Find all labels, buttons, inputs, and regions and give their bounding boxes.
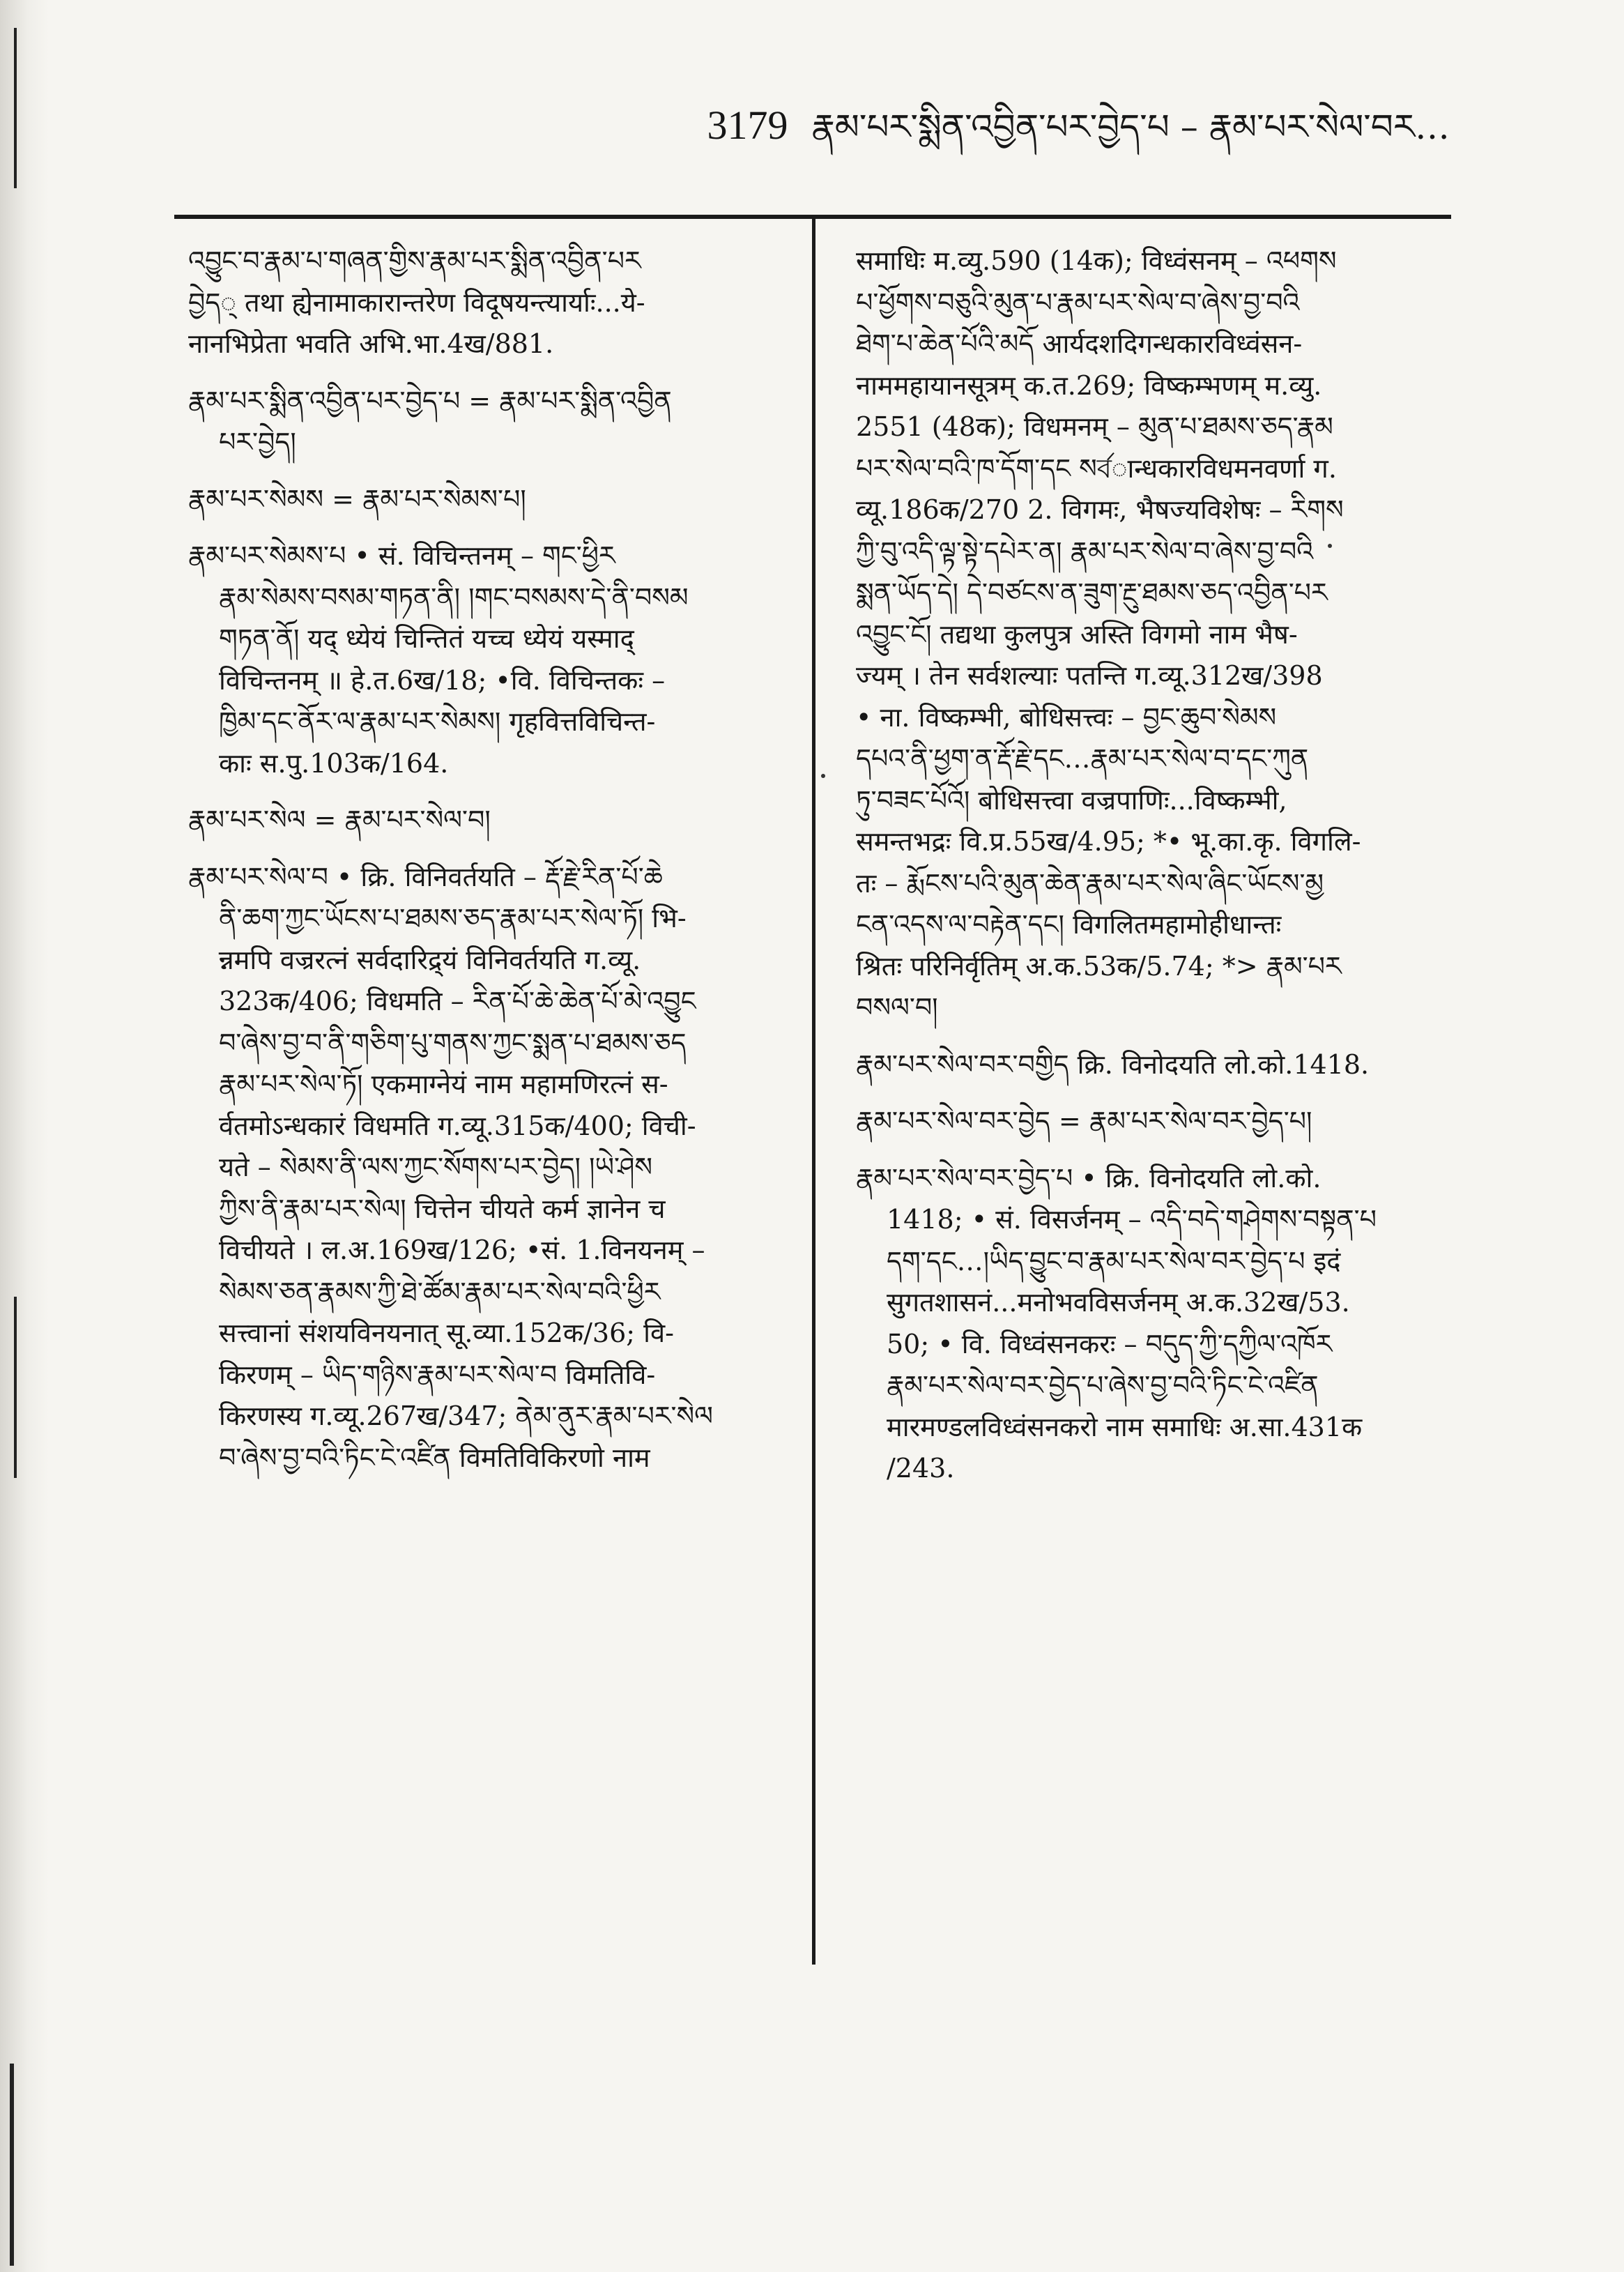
binding-edge bbox=[0, 0, 49, 2272]
entry-line: श्रितः परिनिर्वृतिम् अ.क.53क/5.74; *> རྣམ་པར bbox=[856, 950, 1342, 982]
entry-line: न्नमपि वज्ररत्नं सर्वदारिद्र्यं विनिवर्तयति ग.व्यू. bbox=[219, 944, 641, 975]
dictionary-entry bbox=[188, 535, 781, 784]
running-head: རྣམ་པར་སྨིན་འབྱིན་པར་བྱེད་པ – རྣམ་པར་སེལ་བར… bbox=[811, 107, 1450, 147]
dictionary-entry bbox=[856, 1101, 1448, 1143]
dictionary-entry bbox=[856, 1158, 1448, 1490]
entry-line: སེམས་ཅན་རྣམས་ཀྱི་ཐེ་ཚོམ་རྣམ་པར་སེལ་བའི་ཕྱིར bbox=[219, 1276, 661, 1307]
entry-line: • ना. विष्कम्भी, बोधिसत्त्वः – བྱང་ཆུབ་སེམས bbox=[856, 701, 1277, 733]
entry-line: समन्तभद्रः वि.प्र.55ख/4.95; *• भू.का.कृ. विगलि- bbox=[856, 826, 1361, 857]
entry-line: པར་སེལ་བའི་ཁ་དོག་དང སর্বान्धकारविधमनवर्णा ग. bbox=[856, 452, 1337, 484]
entry-line: ཏུ་བཟང་པོའོ། बोधिसत्त्वा वज्रपाणिः...विष्कम्भी, bbox=[856, 784, 1287, 816]
entry-line: व्यू.186क/270 2. विगमः, भैषज्यविशेषः – རིགས bbox=[856, 494, 1344, 525]
entry-headword: རྣམ་པར་སེལ་བར་བགྱིད क्रि. विनोदयति लो.को.1418. bbox=[856, 1049, 1370, 1080]
entry-line: विचीयते । ल.अ.169ख/126; •सं. 1.विनयनम् – bbox=[219, 1235, 705, 1265]
entry-line: པར་བྱེད། bbox=[219, 427, 296, 457]
entry-line: འབྱུང་ངོ། तद्यथा कुलपुत्र अस्ति विगमो नाम भैष- bbox=[856, 618, 1298, 650]
binding-mark-top bbox=[14, 28, 17, 188]
entry-line: བ་ཞེས་བྱ་བའི་ཏིང་ངེ་འཛིན विमतिविकिरणो नाम bbox=[219, 1442, 650, 1473]
entry-line: བ་ཞེས་བྱ་བ་ནི་གཅིག་པུ་གནས་ཀྱང་སྨན་པ་ཐམས་ཅད bbox=[219, 1027, 687, 1058]
entry-line: र्वतमोऽन्धकारं विधमति ग.व्यू.315क/400; विची- bbox=[219, 1110, 696, 1141]
entry-continuation bbox=[188, 241, 781, 365]
entry-line: ངན་འདས་ལ་བརྟེན་དང། विगलितमहामोहीधान्तः bbox=[856, 909, 1282, 940]
binding-mark-mid bbox=[14, 1297, 17, 1478]
entry-line: ཀྱི་བུ་འདི་ལྟ་སྟེ་དཔེར་ན། རྣམ་པར་སེལ་བ་ཞེས་བྱ་བའི bbox=[856, 535, 1314, 567]
entry-line: किरणस्य ग.व्यू.267ख/347; ནེམ་ནུར་རྣམ་པར་སེལ bbox=[219, 1401, 713, 1431]
entry-line: 50; • वि. विध्वंसनकरः – བདུད་ཀྱི་དཀྱིལ་འཁོར bbox=[887, 1328, 1333, 1359]
entry-line: किरणम् – ཡིད་གཉིས་རྣམ་པར་སེལ་བ विमतिवि- bbox=[219, 1359, 656, 1390]
entry-line: རྣམ་པར་སེལ་བར་བྱེད་པ་ཞེས་བྱ་བའི་ཏིང་ངེ་འཛིན bbox=[887, 1370, 1319, 1401]
entry-line: པ་ཕྱོགས་བཅུའི་མུན་པ་རྣམ་པར་སེལ་བ་ཞེས་བྱ་བའི bbox=[856, 287, 1300, 318]
entry-line: मारमण्डलविध्वंसनकरो नाम समाधिः अ.सा.431क bbox=[887, 1411, 1363, 1442]
entry-headword: རྣམ་པར་སྨིན་འབྱིན་པར་བྱེད་པ = རྣམ་པར་སྨིན་འབྱིན bbox=[188, 385, 672, 416]
dictionary-entry bbox=[856, 1044, 1448, 1086]
binding-mark-bottom bbox=[10, 2064, 14, 2266]
page-number: 3179 bbox=[707, 102, 788, 148]
column-divider bbox=[812, 215, 815, 1965]
entry-line: འབྱུང་བ་རྣམ་པ་གཞན་གྱིས་རྣམ་པར་སྨིན་འབྱིན་པར bbox=[188, 245, 641, 276]
scan-speck bbox=[821, 774, 825, 778]
entry-line: /243. bbox=[887, 1453, 955, 1484]
entry-headword: རྣམ་པར་སེལ་བར་བྱེད་པ • क्रि. विनोदयति लो.को. bbox=[856, 1162, 1322, 1194]
entry-line: དག་དང…།ཡིད་བྱུང་བ་རྣམ་པར་སེལ་བར་བྱེད་པ इदं bbox=[887, 1245, 1341, 1276]
entry-line: सुगतशासनं...मनोभवविसर्जनम् अ.क.32ख/53. bbox=[887, 1287, 1350, 1318]
entry-line: དཔའ་ནི་ཕྱག་ན་རྡོ་རྗེ་དང…རྣམ་པར་སེལ་བ་དང་ཀུན bbox=[856, 743, 1309, 774]
dictionary-entry bbox=[188, 479, 781, 521]
entry-line: 1418; • सं. विसर्जनम् – འདི་བདེ་གཤེགས་བསྟན་པ bbox=[887, 1204, 1377, 1235]
entry-headword: རྣམ་པར་སེལ་བ • क्रि. विनिवर्तयति – རྡོ་རྗེ་རིན་པོ་ཆེ bbox=[188, 861, 663, 892]
entry-line: विचिन्तनम् ॥ हे.त.6ख/18; •वि. विचिन्तकः – bbox=[219, 664, 666, 696]
entry-headword: རྣམ་པར་སེམས = རྣམ་པར་སེམས་པ། bbox=[188, 483, 526, 514]
entry-line: तः – རྨོངས་པའི་མུན་ཆེན་རྣམ་པར་སེལ་ཞིང་ཡོངས་མྱ bbox=[856, 867, 1324, 899]
entry-line: यते – སེམས་ནི་ལས་ཀྱང་སོགས་པར་བྱེད། །ཡེ་ཤེས bbox=[219, 1152, 653, 1182]
entry-line: བསལ་བ། bbox=[856, 992, 938, 1023]
right-column bbox=[856, 241, 1448, 1505]
dictionary-entry bbox=[188, 857, 781, 1479]
entry-line: གཏན་ནོ། यद् ध्येयं चिन्तितं यच्च ध्येयं यस्माद् bbox=[219, 623, 634, 654]
entry-line: བྱེད् तथा ह्येनामाकारान्तरेण विदूषयन्त्यार्याः...ये- bbox=[188, 287, 645, 318]
entry-line: काः स.पु.103क/164. bbox=[219, 747, 449, 779]
entry-line: 323क/406; विधमति – རིན་པོ་ཆེ་ཆེན་པོ་མེ་འབྱུང bbox=[219, 986, 696, 1016]
dictionary-entry bbox=[188, 381, 781, 464]
entry-line: སྨན་ཡོད་དེ། དེ་བཙངས་ན་ཟུག་རྔུ་ཐམས་ཅད་འབྱིན་པར bbox=[856, 577, 1328, 608]
entry-line: सत्त्वानां संशयविनयनात् सू.व्या.152क/36; वि- bbox=[219, 1318, 674, 1348]
entry-headword: རྣམ་པར་སེལ་བར་བྱེད = རྣམ་པར་སེལ་བར་བྱེད་པ། bbox=[856, 1106, 1312, 1136]
dictionary-entry bbox=[188, 800, 781, 841]
entry-line: ཀྱིས་ནི་རྣམ་པར་སེལ། चित्तेन चीयते कर्म ज्ञानेन च bbox=[219, 1193, 666, 1224]
entry-line: ཐེག་པ་ཆེན་པོའི་མདོ आर्यदशदिगन्धकारविध्वंसन- bbox=[856, 328, 1303, 359]
entry-continuation bbox=[856, 241, 1448, 1029]
entry-line: ནི་ཆག་ཀྱང་ཡོངས་པ་ཐམས་ཅད་རྣམ་པར་སེལ་ཏོ། भि- bbox=[219, 903, 687, 933]
left-column bbox=[188, 241, 781, 1494]
entry-line: ཁྱིམ་དང་ནོར་ལ་རྣམ་པར་སེམས། गृहवित्तविचिन्त- bbox=[219, 706, 656, 737]
entry-line: 2551 (48क); विधमनम् – མུན་པ་ཐམས་ཅད་རྣམ bbox=[856, 411, 1333, 442]
entry-headword: རྣམ་པར་སེམས་པ • सं. विचिन्तनम् – གང་ཕྱིར bbox=[188, 540, 615, 571]
entry-line: नानभिप्रेता भवति अभि.भा.4ख/881. bbox=[188, 328, 554, 359]
entry-line: समाधिः म.व्यु.590 (14क); विध्वंसनम् – འཕགས bbox=[856, 245, 1337, 276]
entry-line: नाममहायानसूत्रम् क.त.269; विष्कम्भणम् म.व्यु. bbox=[856, 369, 1322, 401]
entry-headword: རྣམ་པར་སེལ = རྣམ་པར་སེལ་བ། bbox=[188, 805, 491, 835]
page-header bbox=[707, 102, 1450, 148]
entry-line: རྣམ་པར་སེལ་ཏོ། एकमाग्नेयं नाम महामणिरत्नं स- bbox=[219, 1069, 668, 1099]
entry-line: ज्यम् । तेन सर्वशल्याः पतन्ति ग.व्यू.312ख/398 bbox=[856, 660, 1323, 691]
entry-line: རྣམ་སེམས་བསམ་གཏན་ནི། །གང་བསམས་དེ་ནི་བསམ bbox=[219, 581, 689, 613]
